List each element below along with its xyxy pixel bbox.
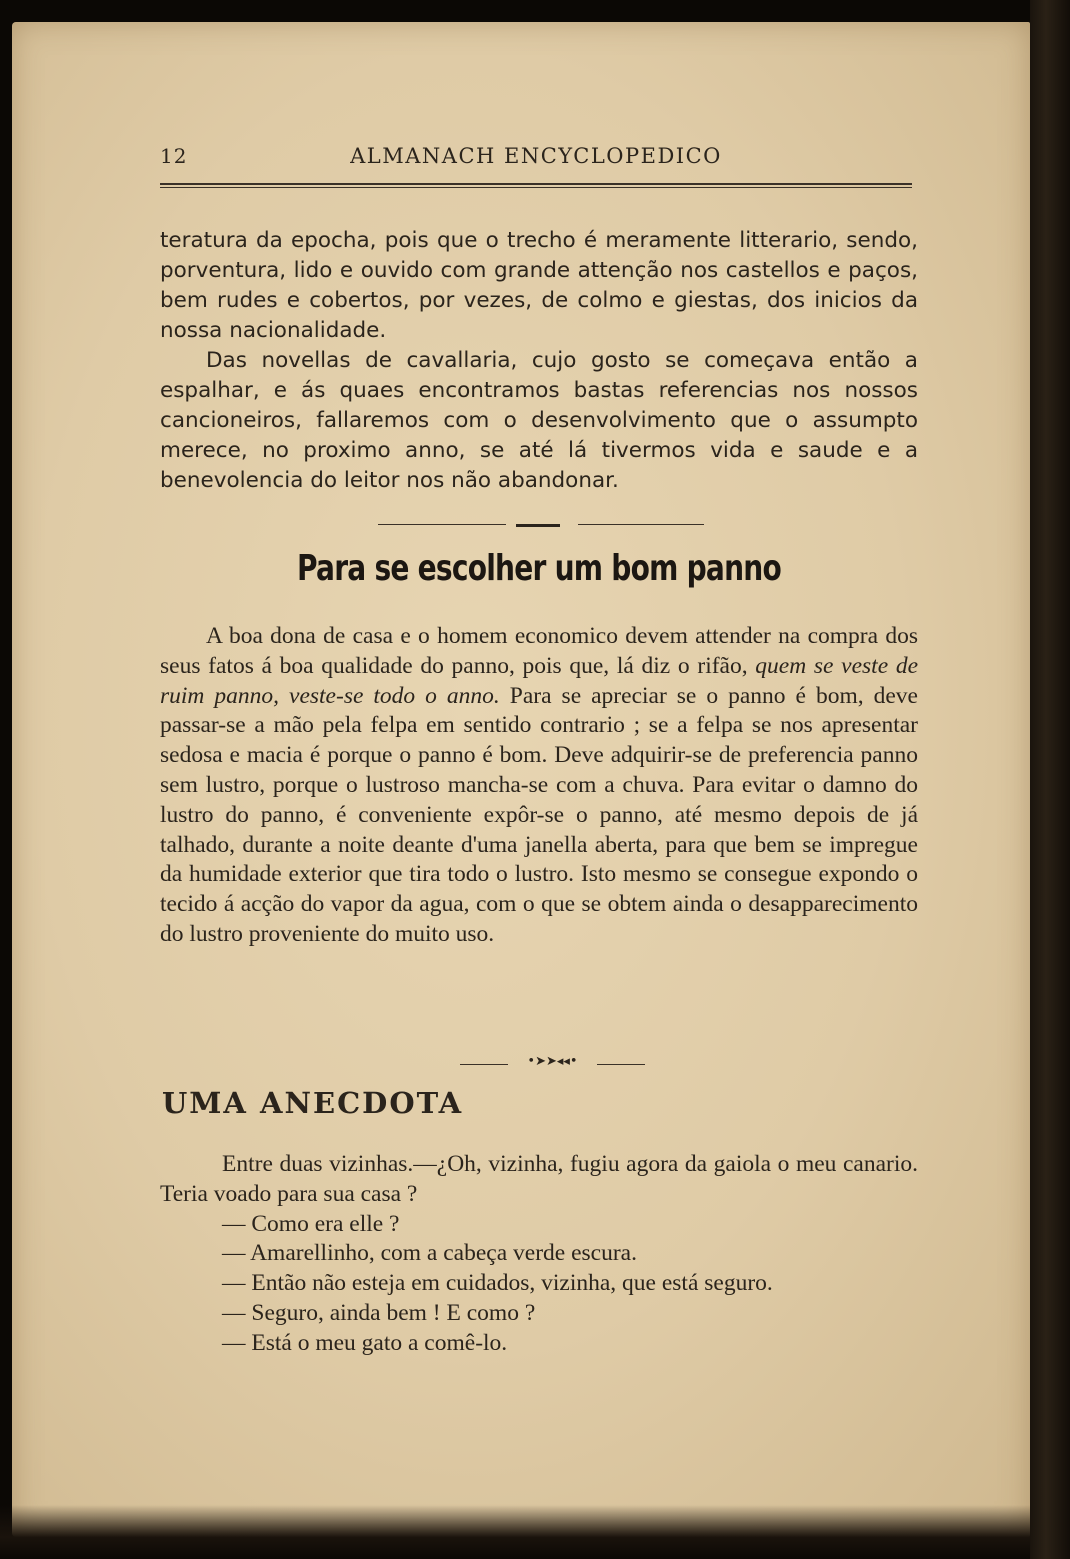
page-number: 12	[160, 144, 188, 168]
italic-proverb: quem se veste de ruim panno, veste-se todo o anno.	[160, 652, 918, 709]
header-rule	[160, 183, 912, 188]
anecdote-dialogue	[160, 1150, 918, 1359]
dialogue-line: — Está o meu gato a comê-lo.	[222, 1329, 508, 1356]
dialogue-line: — Seguro, ainda bem ! E como ?	[222, 1299, 536, 1326]
anecdote-opening: Entre duas vizinhas.—¿Oh, vizinha, fugiu agora da gaiola o meu canario. Teria voado para sua casa ?	[160, 1151, 918, 1207]
page-header	[160, 144, 912, 174]
ornament-divider: •➤➤◂◂•	[460, 1054, 645, 1074]
book-binding	[1030, 0, 1070, 1559]
article-text-start: A boa dona de casa e o homem economico devem attender na compra dos seus fatos á boa qualidade do panno, pois que, lá diz o rifão,	[160, 623, 918, 679]
anecdote-title: UMA ANECDOTA	[162, 1086, 464, 1120]
dialogue-line: — Amarellinho, com a cabeça verde escura.	[222, 1240, 637, 1267]
continued-paragraph: teratura da epocha, pois que o trecho é meramente litterario, sendo, porventura, lido e ouvido com grande attenção nos castellos e paços, bem rudes e cobertos, por vezes, de colmo e giestas, dos inicios da nossa nacionalidade.	[160, 228, 918, 343]
article-body	[160, 622, 918, 950]
page-bottom-edge	[0, 1505, 1030, 1559]
dialogue-line: — Então não esteja em cuidados, vizinha, que está seguro.	[222, 1270, 773, 1297]
article-text-rest: Para se apreciar se o panno é bom, deve passar-se a mão pela felpa em sentido contrario ; se a felpa se nos apresentar sedosa e macia é porque o panno é bom. Deve adquirir-se de preferencia panno sem lustro, porque o lustroso mancha-se com a chuva. Para evitar o damno do lustro do panno, é conveniente expôr-se o panno, até mesmo depois de já talhado, durante a noite deante d'uma janella aberta, para que bem se impregue da humidade exterior que tira todo o lustro. Isto mesmo se consegue expondo o tecido á acção do vapor da agua, com o que se obtem ainda o desapparecimento do lustro proveniente do muito uso.	[160, 682, 918, 947]
article-title: Para se escolher um bom panno	[296, 548, 782, 589]
dialogue-line: — Como era elle ?	[222, 1210, 400, 1237]
running-title: ALMANACH ENCYCLOPEDICO	[350, 144, 722, 168]
chivalry-paragraph: Das novellas de cavallaria, cujo gosto se começava então a espalhar, e ás quaes encontramos bastas referencias nos nossos cancioneiros, fallaremos com o desenvolvimento que o assumpto merece, no proximo anno, se até lá tivermos vida e saude e a benevolencia do leitor nos não abandonar.	[160, 348, 918, 493]
section-divider	[378, 524, 704, 528]
